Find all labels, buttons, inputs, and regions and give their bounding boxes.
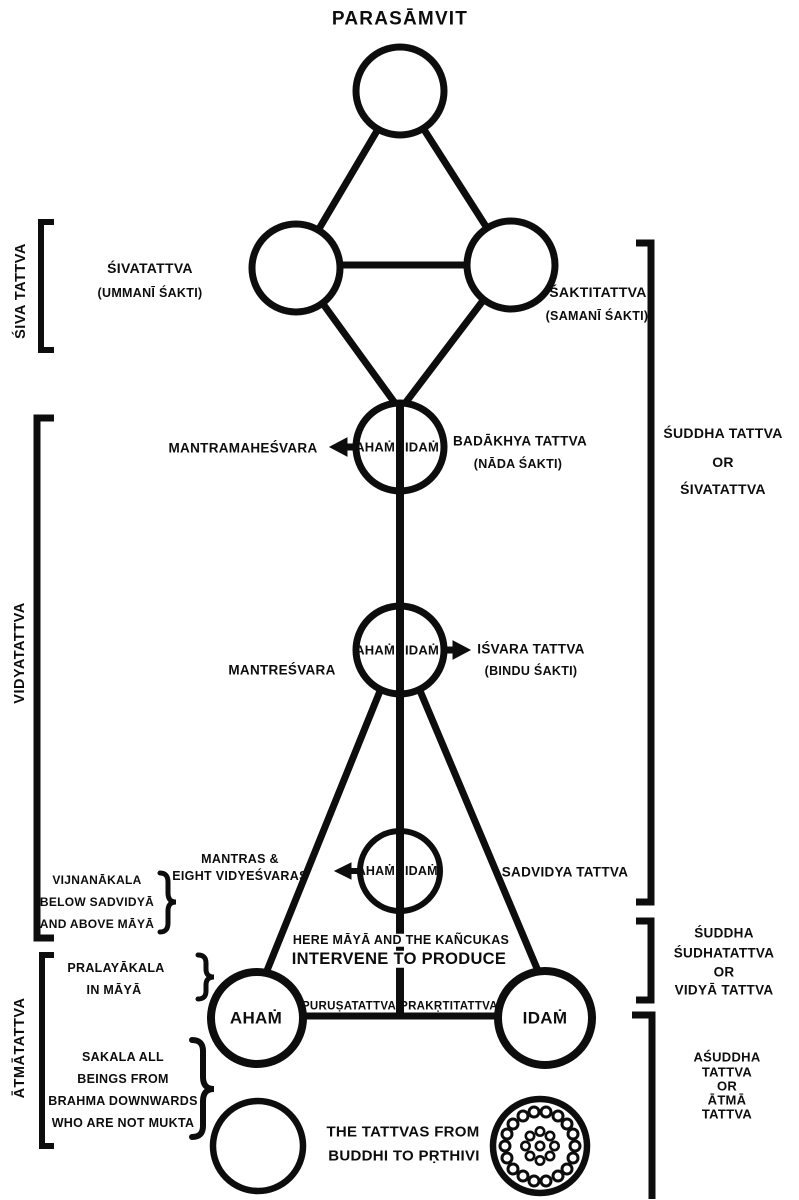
brace-sakala [192, 1040, 214, 1137]
aham-circle-label: AHAṀ [229, 1008, 283, 1028]
suddha-vidya-line1: ŚUDDHA [694, 925, 754, 941]
maya-kancukas-line1: HERE MĀYĀ AND THE KAÑCUKAS [289, 934, 513, 947]
bracket-suddha-vidya [636, 921, 651, 1000]
vijnanakala-line1: VIJNANĀKALA [52, 873, 142, 887]
node2-idam-text: IDAṀ [405, 642, 440, 658]
mantresvara-label: MANTREŚVARA [228, 662, 336, 678]
suddha-siva-line1: ŚUDDHA TATTVA [663, 425, 783, 441]
pralayakala-line1: PRALAYĀKALA [67, 960, 165, 975]
saktitattva-label: ŚAKTITATTVA [549, 284, 647, 300]
siva-tattva-bracket-label: ŚIVA TATTVA [12, 243, 29, 339]
vijnanakala-line2: BELOW SADVIDYĀ [39, 895, 155, 909]
mantras-label-line1: MANTRAS & [201, 851, 279, 866]
brace-pralayakala [198, 955, 214, 999]
asuddha-atma-line5: TATTVA [701, 1106, 753, 1122]
mantramahesvara-label: MANTRAMAHEŚVARA [168, 440, 318, 456]
ummani-sakti-label: (UMMANĪ ŚAKTI) [97, 285, 203, 300]
sakala-line4: WHO ARE NOT MUKTA [51, 1115, 195, 1130]
vijnanakala-line3: AND ABOVE MĀYĀ [39, 917, 155, 931]
samani-sakti-label: (SAMANĪ ŚAKTI) [545, 308, 649, 323]
node1-aham-text: AHAṀ [355, 439, 395, 455]
suddha-vidya-line3: OR [713, 964, 735, 980]
node3-aham-idam [300, 865, 500, 878]
sakala-line1: SAKALA ALL [82, 1049, 164, 1064]
node2-aham-text: AHAṀ [355, 642, 395, 658]
node3-aham-text: AHAṀ [356, 863, 395, 878]
tattvas-bottom-line1: THE TATTVAS FROM [326, 1123, 480, 1141]
sivatattva-label: ŚIVATATTVA [107, 260, 193, 276]
saktitattva-circle [467, 221, 555, 309]
purusatattva-label: PURUṢATATTVA [301, 1000, 397, 1013]
asuddha-atma-line2: TATTVA [701, 1064, 753, 1080]
node1-idam-text: IDAṀ [405, 439, 440, 455]
tattvas-bottom-line2: BUDDHI TO PṚTHIVI [328, 1147, 480, 1165]
node3-idam-text: IDAṀ [405, 863, 438, 878]
idam-circle-label: IDAṀ [522, 1008, 568, 1028]
bindu-sakti-label: (BINDU ŚAKTI) [484, 663, 578, 678]
asuddha-atma-line4: ĀTMĀ [707, 1092, 747, 1108]
mantras-label-line2: EIGHT VIDYEŚVARAS [172, 868, 308, 883]
suddha-siva-line2: OR [712, 454, 734, 470]
bracket-siva-tattva [41, 222, 54, 350]
sakala-line3: BRAHMA DOWNWARDS [48, 1093, 198, 1108]
pralayakala-line2: IN MĀYĀ [86, 982, 142, 997]
asuddha-atma-line3: OR [716, 1078, 738, 1094]
page-title: PARASĀMVIT [331, 8, 469, 30]
atmatattva-bracket-label: ĀTMĀTATTVA [11, 997, 28, 1099]
nada-sakti-label: (NĀDA ŚAKTI) [473, 456, 563, 471]
sadvidya-tattva-label: SADVIDYA TATTVA [501, 864, 629, 880]
suddha-vidya-line4: VIDYĀ TATTVA [674, 982, 774, 998]
buddhi-circle [213, 1101, 303, 1191]
prakrtitattva-label: PRAKṚTITATTVA [400, 1000, 498, 1013]
bracket-suddha-siva [636, 243, 651, 902]
badakhya-tattva-label: BADĀKHYA TATTVA [453, 433, 587, 449]
node2-aham-idam [300, 644, 500, 657]
maya-kancukas-line2: INTERVENE TO PRODUCE [288, 951, 510, 968]
suddha-siva-line3: ŚIVATATTVA [680, 481, 766, 497]
bracket-vidyatattva [37, 418, 54, 938]
asuddha-atma-line1: AŚUDDHA [693, 1049, 761, 1065]
bracket-asuddha-atma [632, 1015, 652, 1199]
sivatattva-circle [252, 224, 340, 312]
sakala-line2: BEINGS FROM [77, 1071, 169, 1086]
suddha-vidya-line2: ŚUDHATATTVA [673, 945, 775, 961]
vidyatattva-bracket-label: VIDYATATTVA [11, 602, 28, 704]
isvara-tattva-label: IŚVARA TATTVA [477, 641, 585, 657]
parasamvit-circle [356, 47, 444, 135]
